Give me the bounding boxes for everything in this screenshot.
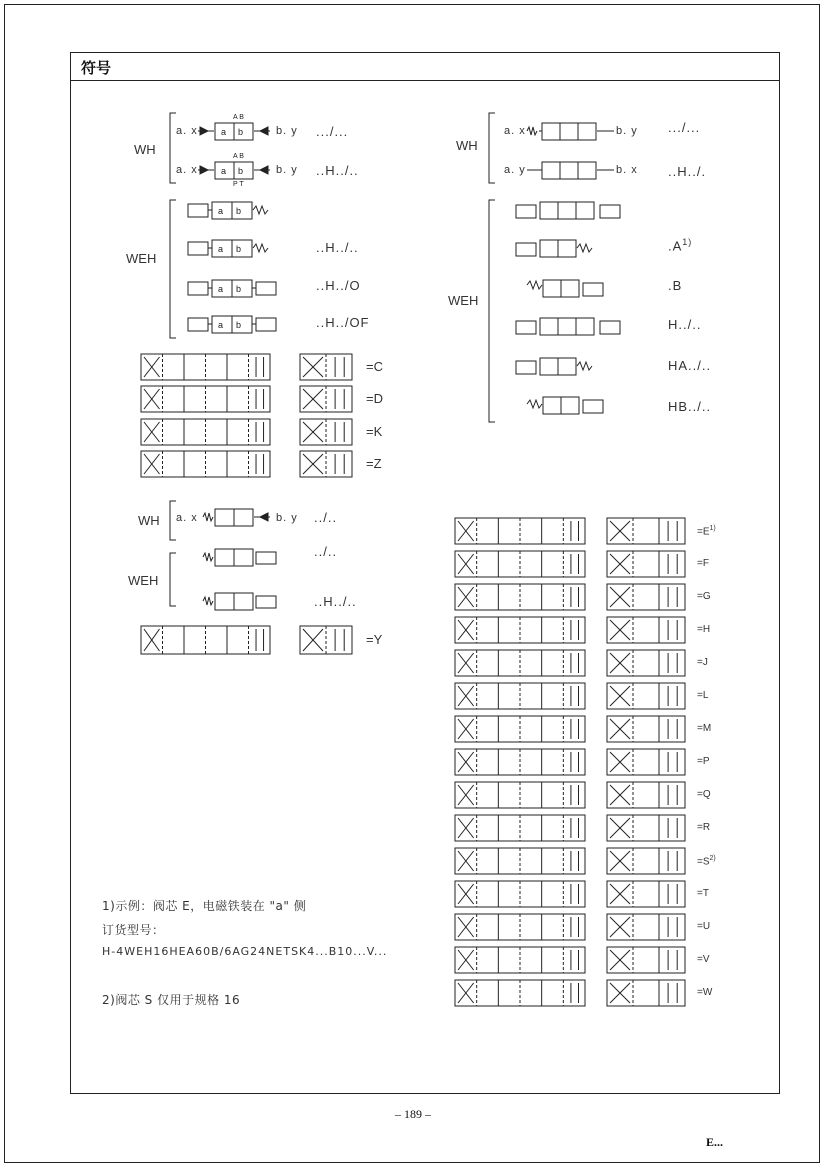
svg-text:a: a bbox=[221, 127, 227, 137]
wh-row-2-code: ..H../.. bbox=[316, 163, 359, 178]
right-spool-code-12: =U bbox=[697, 921, 711, 932]
right-spool-long-13 bbox=[455, 947, 585, 973]
right-spool-code-8: =Q bbox=[697, 789, 711, 800]
right-spool-long-0 bbox=[455, 518, 585, 544]
wh-row-2-right: b. y bbox=[276, 164, 298, 176]
right-spool-short-7 bbox=[607, 749, 685, 775]
right-spool-code-4: =J bbox=[697, 657, 708, 668]
svg-text:a: a bbox=[218, 206, 224, 216]
svg-text:b: b bbox=[238, 166, 244, 176]
right-spool-short-6 bbox=[607, 716, 685, 742]
spool-code-c: =C bbox=[366, 359, 383, 374]
spool-code-k: =K bbox=[366, 424, 383, 439]
right-spool-long-10 bbox=[455, 848, 585, 874]
right-spool-code-7: =P bbox=[697, 756, 710, 767]
tr-weh-code-hb: HB../.. bbox=[668, 399, 712, 414]
right-spool-code-13: =V bbox=[697, 954, 710, 965]
right-spool-short-14 bbox=[607, 980, 685, 1006]
right-spool-long-9 bbox=[455, 815, 585, 841]
corner-mark: E... bbox=[706, 1135, 724, 1149]
note-4: 2)阀芯 S 仅用于规格 16 bbox=[102, 993, 241, 1007]
svg-text:a: a bbox=[218, 320, 224, 330]
tr-weh-code-ha: HA../.. bbox=[668, 358, 712, 373]
weh-label-top-right: WEH bbox=[448, 293, 479, 308]
tr-wh-row-1-right: b. y bbox=[616, 125, 638, 137]
wh-row-1-left: a. x bbox=[176, 125, 198, 137]
right-spool-short-10 bbox=[607, 848, 685, 874]
right-spool-short-5 bbox=[607, 683, 685, 709]
right-spool-long-3 bbox=[455, 617, 585, 643]
tr-wh-row-2-right: b. x bbox=[616, 164, 638, 176]
middle-weh-code-1: ../.. bbox=[314, 544, 338, 559]
right-spool-long-5 bbox=[455, 683, 585, 709]
spool-code-d: =D bbox=[366, 391, 383, 406]
wh-row-1-code: .../... bbox=[316, 124, 349, 139]
right-spool-code-sup-0: 1) bbox=[709, 525, 716, 532]
svg-text:a: a bbox=[218, 284, 224, 294]
svg-text:a: a bbox=[218, 244, 224, 254]
right-spool-long-7 bbox=[455, 749, 585, 775]
tr-weh-code-b: .B bbox=[668, 278, 683, 293]
wh-row-1-right: b. y bbox=[276, 125, 298, 137]
svg-text:b: b bbox=[236, 206, 242, 216]
weh-label-middle: WEH bbox=[128, 573, 159, 588]
right-spool-code-10: $=S^{2)}$ bbox=[697, 855, 716, 868]
svg-text:A B: A B bbox=[233, 153, 244, 160]
wh-row-2-left: a. x bbox=[176, 164, 198, 176]
svg-text:P T: P T bbox=[233, 181, 244, 188]
right-spool-long-4 bbox=[455, 650, 585, 676]
weh-code-3: ..H../O bbox=[316, 278, 361, 293]
middle-wh-left: a. x bbox=[176, 512, 198, 524]
weh-code-4: ..H../OF bbox=[316, 315, 370, 330]
page-title: 符号 bbox=[81, 59, 112, 77]
tr-weh-code-h: H../.. bbox=[668, 317, 702, 332]
right-spool-code-14: =W bbox=[697, 987, 713, 998]
middle-weh-code-2: ..H../.. bbox=[314, 594, 357, 609]
right-spool-short-0 bbox=[607, 518, 685, 544]
wh-label-top-right: WH bbox=[456, 138, 478, 153]
right-spool-short-4 bbox=[607, 650, 685, 676]
right-spool-short-8 bbox=[607, 782, 685, 808]
right-spool-code-3: =H bbox=[697, 624, 711, 635]
right-spool-short-9 bbox=[607, 815, 685, 841]
right-spool-long-2 bbox=[455, 584, 585, 610]
wh-label-top-left: WH bbox=[134, 142, 156, 157]
tr-weh-footnote: 1) bbox=[682, 237, 693, 247]
right-spool-short-13 bbox=[607, 947, 685, 973]
right-spool-short-3 bbox=[607, 617, 685, 643]
tr-wh-row-1-left: a. x bbox=[504, 125, 526, 137]
tr-wh-row-1-code: .../... bbox=[668, 120, 701, 135]
tr-wh-row-2-left: a. y bbox=[504, 164, 526, 176]
svg-text:b: b bbox=[238, 127, 244, 137]
middle-wh-right: b. y bbox=[276, 512, 298, 524]
right-spool-code-sup-10: 2) bbox=[709, 855, 716, 862]
right-spool-short-1 bbox=[607, 551, 685, 577]
svg-text:A B: A B bbox=[233, 114, 244, 121]
right-spool-long-12 bbox=[455, 914, 585, 940]
svg-text:b: b bbox=[236, 244, 242, 254]
right-spool-long-11 bbox=[455, 881, 585, 907]
right-spool-code-2: =G bbox=[697, 591, 711, 602]
right-spool-code-11: =T bbox=[697, 888, 709, 899]
right-spool-long-14 bbox=[455, 980, 585, 1006]
note-3: H-4WEH16HEA60B/6AG24NETSK4...B10...V... bbox=[102, 945, 388, 958]
wh-label-middle: WH bbox=[138, 513, 160, 528]
right-spool-code-5: =L bbox=[697, 690, 709, 701]
middle-wh-code: ../.. bbox=[314, 510, 338, 525]
weh-code-2: ..H../.. bbox=[316, 240, 359, 255]
note-2: 订货型号： bbox=[102, 923, 165, 937]
spool-code-z: =Z bbox=[366, 456, 382, 471]
svg-text:b: b bbox=[236, 284, 242, 294]
right-spool-short-12 bbox=[607, 914, 685, 940]
right-spool-code-1: =F bbox=[697, 558, 709, 569]
right-spool-short-2 bbox=[607, 584, 685, 610]
weh-label-top-left: WEH bbox=[126, 251, 157, 266]
right-spool-long-6 bbox=[455, 716, 585, 742]
page-number: – 189 – bbox=[395, 1107, 431, 1121]
right-spool-long-8 bbox=[455, 782, 585, 808]
svg-text:a: a bbox=[221, 166, 227, 176]
tr-weh-code-a-text: .A bbox=[668, 238, 683, 254]
svg-text:b: b bbox=[236, 320, 242, 330]
right-spool-short-11 bbox=[607, 881, 685, 907]
right-spool-code-0: $=E^{1)}$ bbox=[697, 525, 716, 538]
tr-wh-row-2-code: ..H../. bbox=[668, 164, 707, 179]
right-spool-code-6: =M bbox=[697, 723, 712, 734]
spool-code-y: =Y bbox=[366, 632, 383, 647]
note-1: 1)示例：阀芯 E，电磁铁装在 "a" 侧 bbox=[102, 899, 307, 913]
right-spool-long-1 bbox=[455, 551, 585, 577]
right-spool-code-9: =R bbox=[697, 822, 711, 833]
